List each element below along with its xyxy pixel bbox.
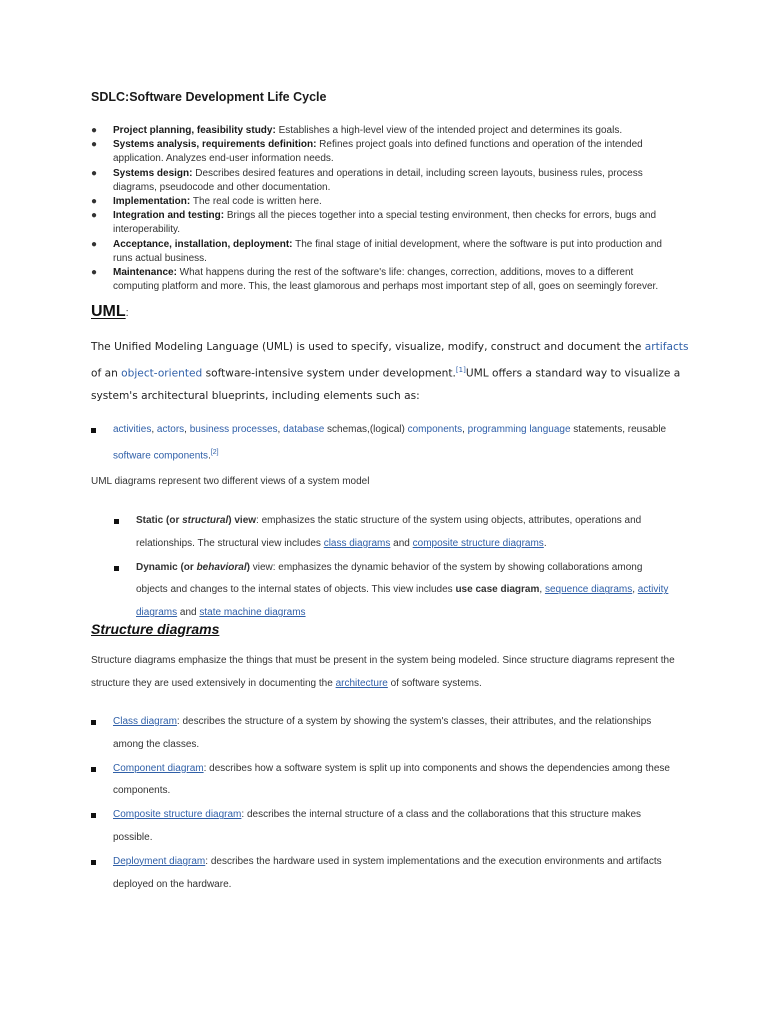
view-term: Dynamic (or	[136, 561, 197, 573]
reference-2-link[interactable]: [2]	[210, 448, 219, 456]
uml-elements-list	[91, 419, 671, 468]
view-term: )	[246, 561, 250, 573]
structure-diagrams-heading: Structure diagrams	[91, 621, 220, 637]
structure-diagram-list	[91, 711, 671, 897]
list-item	[91, 124, 681, 138]
uml-intro-paragraph	[91, 336, 691, 408]
square-bullet-icon	[91, 813, 96, 818]
list-item	[91, 138, 681, 166]
list-item	[91, 195, 681, 209]
paragraph-text: : emphasizes the static structure of the system using objects, attributes, operations and relationships. The structural view includes	[136, 515, 642, 549]
reference-1-link[interactable]: [1]	[455, 365, 466, 374]
phase-term: Integration and testing:	[113, 210, 225, 222]
dynamic-view-item	[114, 557, 674, 625]
phase-description: The final stage of initial development, where the software is put into production and runs actual business.	[113, 238, 662, 264]
bullet-icon: ●	[91, 267, 98, 279]
phase-term: Maintenance:	[113, 267, 177, 279]
uml-heading	[91, 303, 129, 321]
static-view-item	[114, 510, 674, 556]
architecture-link[interactable]: architecture	[335, 678, 388, 689]
uml-heading-text: UML	[91, 303, 126, 320]
paragraph-text: UML offers a standard way to visualize a system's architectural blueprints, including elements such as:	[91, 367, 681, 403]
paragraph-text: The Unified Modeling Language (UML) is used to specify, visualize, modify, construct and document the	[91, 341, 645, 353]
sequence-diagrams-link[interactable]: sequence diagrams	[544, 584, 633, 596]
list-item	[91, 758, 671, 804]
separator-text: ,	[184, 424, 190, 435]
bullet-icon: ●	[91, 238, 98, 250]
phase-term: Implementation:	[113, 196, 191, 208]
paragraph-text: and	[177, 607, 200, 619]
paragraph-text: schemas,(logical)	[324, 424, 408, 435]
composite-structure-diagrams-link[interactable]: composite structure diagrams	[412, 537, 544, 549]
programming-language-link[interactable]: programming language	[467, 424, 571, 435]
activities-link[interactable]: activities	[113, 424, 152, 435]
bullet-icon: ●	[91, 210, 98, 222]
paragraph-text: of an	[91, 367, 122, 380]
square-bullet-icon	[114, 566, 119, 571]
phase-term: Project planning, feasibility study:	[113, 125, 276, 136]
artifacts-link[interactable]: artifacts	[644, 341, 689, 353]
sdlc-title: SDLC:Software Development Life Cycle	[91, 90, 327, 104]
class-diagram-link[interactable]: Class diagram	[113, 716, 177, 727]
composite-structure-diagram-link[interactable]: Composite structure diagram	[113, 809, 242, 821]
paragraph-text: of software systems.	[387, 678, 482, 689]
bullet-icon: ●	[91, 139, 98, 151]
deployment-diagram-link[interactable]: Deployment diagram	[113, 855, 206, 867]
separator-text: ,	[151, 424, 157, 435]
phase-description: What happens during the rest of the software's life: changes, correction, additions, moves to a different computing platform and more. This, the least glamorous and perhaps most important step of all, goes on seemingly forever.	[113, 267, 659, 293]
square-bullet-icon	[114, 519, 119, 524]
views-list	[114, 510, 674, 625]
phase-term: Systems analysis, requirements definition:	[113, 139, 317, 151]
square-bullet-icon	[91, 767, 96, 772]
separator-text: ,	[277, 424, 284, 435]
paragraph-text: view: emphasizes the dynamic behavior of the system by showing collaborations among objects and changes to the internal states of objects. This view includes	[136, 561, 643, 596]
views-intro-text: UML diagrams represent two different views of a system model	[91, 476, 370, 487]
view-term-italic: structural	[182, 515, 229, 526]
paragraph-text: .	[543, 537, 547, 549]
phase-description: Refines project goals into defined functions and operation of the intended application. Analyzes end-user information needs.	[113, 139, 643, 165]
bullet-icon: ●	[91, 196, 98, 208]
uml-heading-colon: :	[125, 307, 129, 319]
square-bullet-icon	[91, 428, 96, 433]
object-oriented-link[interactable]: object-oriented	[121, 367, 203, 380]
list-item	[91, 209, 681, 237]
list-item	[91, 851, 671, 897]
item-description: : describes how a software system is split up into components and shows the dependencies among these components.	[113, 762, 670, 797]
actors-link[interactable]: actors	[156, 424, 185, 435]
paragraph-text: software-intensive system under development.	[202, 367, 456, 380]
list-item	[91, 167, 681, 195]
phase-description: Brings all the pieces together into a special testing environment, then checks for errors, bugs and interoperability.	[113, 210, 657, 236]
paragraph-text: Structure diagrams emphasize the things that must be present in the system being modeled. Since structure diagrams represent the structure they are used extensively in documenting the	[91, 655, 675, 689]
list-item	[91, 266, 681, 294]
separator-text: ,	[632, 584, 638, 596]
list-item	[91, 804, 671, 850]
list-item	[91, 419, 671, 468]
software-components-link[interactable]: software components	[113, 450, 209, 462]
view-term: ) view	[228, 515, 257, 526]
view-term: Static (or	[136, 515, 183, 526]
phase-description: The real code is written here.	[190, 196, 322, 208]
item-description: : describes the hardware used in system implementations and the execution environments and artifacts deployed on the hardware.	[113, 855, 662, 890]
phase-term: Systems design:	[113, 167, 193, 179]
sdlc-phase-list	[91, 124, 681, 294]
separator-text: ,	[462, 424, 468, 435]
list-item	[91, 711, 671, 757]
item-description: : describes the internal structure of a class and the collaborations that this structure makes possible.	[113, 809, 642, 843]
separator-text: ,	[539, 584, 545, 596]
database-link[interactable]: database	[283, 424, 325, 435]
component-diagram-link[interactable]: Component diagram	[113, 762, 204, 774]
business-processes-link[interactable]: business processes	[189, 424, 278, 435]
bullet-icon: ●	[91, 125, 98, 136]
square-bullet-icon	[91, 860, 96, 865]
activity-diagrams-link[interactable]: activity diagrams	[136, 584, 669, 619]
state-machine-diagrams-link[interactable]: state machine diagrams	[199, 607, 306, 619]
item-description: : describes the structure of a system by showing the system's classes, their attributes, and the relationships among the classes.	[113, 716, 652, 750]
phase-term: Acceptance, installation, deployment:	[113, 238, 293, 250]
paragraph-text: statements, reusable	[570, 424, 667, 435]
list-item	[91, 238, 681, 266]
bullet-icon: ●	[91, 167, 98, 179]
phase-description: Establishes a high-level view of the intended project and determines its goals.	[275, 125, 623, 136]
paragraph-text: and	[390, 537, 413, 549]
components-link[interactable]: components	[407, 424, 463, 435]
paragraph-text: .	[208, 450, 211, 462]
phase-description: Describes desired features and operations in detail, including screen layouts, business rules, process diagrams, pseudocode and other documentation.	[113, 167, 643, 193]
view-term-italic: behavioral	[196, 561, 247, 573]
square-bullet-icon	[91, 720, 96, 725]
structure-paragraph	[91, 649, 691, 695]
use-case-term: use case diagram	[455, 584, 540, 596]
class-diagrams-link[interactable]: class diagrams	[323, 537, 391, 549]
